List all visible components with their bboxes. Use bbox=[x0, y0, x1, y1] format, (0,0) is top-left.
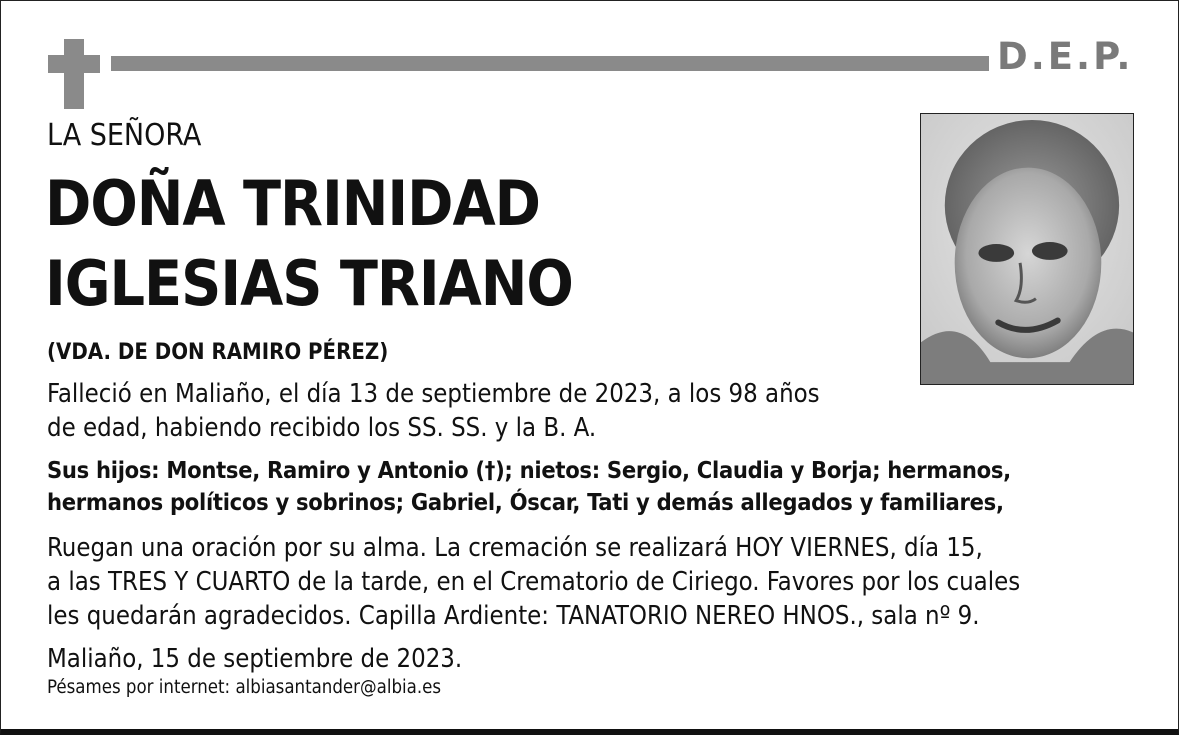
deceased-name-line2: IGLESIAS TRIANO bbox=[45, 247, 573, 320]
dep-label: D.E.P. bbox=[997, 35, 1134, 78]
widow-of: (VDA. DE DON RAMIRO PÉREZ) bbox=[47, 340, 389, 365]
death-line-2: de edad, habiendo recibido los SS. SS. y la B. A. bbox=[47, 413, 597, 443]
cross-icon bbox=[64, 39, 84, 109]
family-line-2: hermanos políticos y sobrinos; Gabriel, Óscar, Tati y demás allegados y familiares, bbox=[47, 488, 1004, 516]
deceased-name-line1: DOÑA TRINIDAD bbox=[45, 167, 540, 240]
request-line-2: a las TRES Y CUARTO de la tarde, en el Crematorio de Ciriego. Favores por los cuales bbox=[47, 567, 1021, 597]
death-line-1: Falleció en Maliaño, el día 13 de septiembre de 2023, a los 98 años bbox=[47, 379, 820, 409]
request-line-3: les quedarán agradecidos. Capilla Ardiente: TANATORIO NEREO HNOS., sala nº 9. bbox=[47, 601, 980, 631]
cross-icon-bar bbox=[48, 55, 100, 73]
title-prefix: LA SEÑORA bbox=[47, 118, 202, 153]
family-line-1: Sus hijos: Montse, Ramiro y Antonio (†); nietos: Sergio, Claudia y Borja; hermanos, bbox=[47, 456, 1011, 484]
header-rule bbox=[111, 56, 989, 71]
place-date: Maliaño, 15 de septiembre de 2023. bbox=[47, 644, 463, 674]
condolences-email: Pésames por internet: albiasantander@albia.es bbox=[47, 677, 442, 698]
portrait-photo bbox=[920, 113, 1134, 385]
request-line-1: Ruegan una oración por su alma. La cremación se realizará HOY VIERNES, día 15, bbox=[47, 533, 983, 563]
